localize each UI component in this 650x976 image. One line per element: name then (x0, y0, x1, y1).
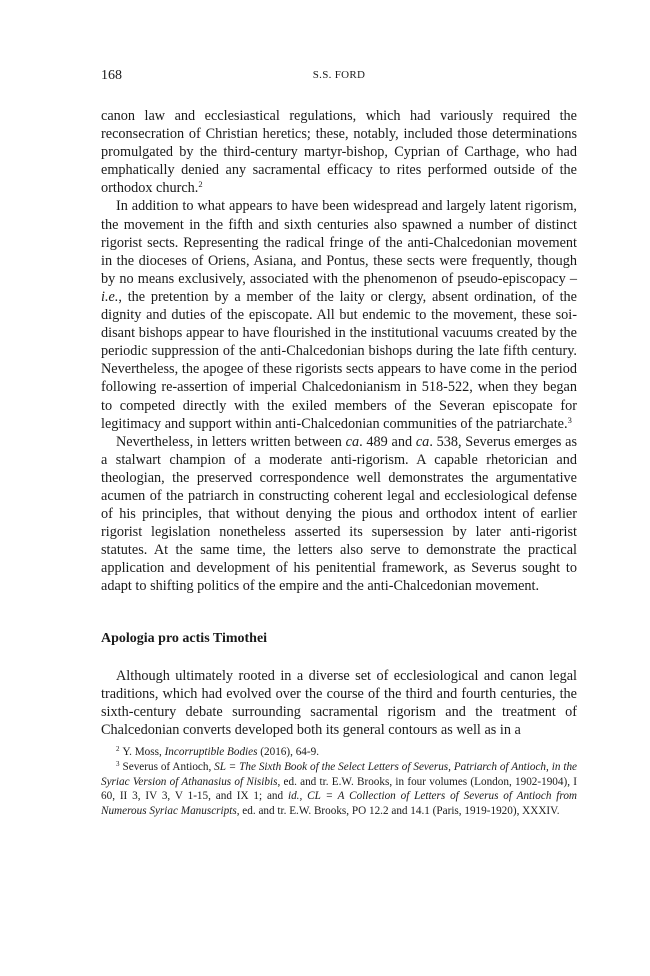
footnote-number: 3 (116, 759, 120, 768)
footnote-text: (2016), 64-9. (257, 746, 320, 758)
footnote-ref-2[interactable]: 2 (198, 179, 203, 190)
paragraph-text: . 538, Severus emerges as a stalwart champion of a moderate anti-rigorism. A capable rhetorician and theologian, the preserved correspondence well demonstrates the argumentative acumen of the patriarch in constructing coherent legal and ecclesiological defense of his principles, that without denying the pious and orthodox intent of earlier rigorist legislation nonetheless asserted its supersession by later anti-rigorist statutes. At the same time, the letters also serve to demonstrate the practical application and development of his penitential framework, as Severus sought to adapt to shifting politics of the empire and the anti-Chalcedonian movement. (101, 433, 578, 595)
footnote-text: , ed. and tr. E.W. Brooks, in four volumes (London, 1902-1904), I 60, II 3, IV 3, V 1-15, and IX 1; and (101, 775, 577, 803)
paragraph-4 (101, 667, 577, 739)
footnote-number: 2 (116, 745, 120, 753)
footnote-title: SL = The Sixth Book of the Select Letters of Severus, Patriarch of Antioch, in the Syriac Version of Athanasius of Nisibis (101, 760, 577, 788)
running-head: S.S. FORD (312, 69, 366, 81)
footnote-text: Severus of Antioch, (122, 760, 215, 773)
footnote-title: Incorruptible Bodies (164, 746, 258, 758)
paragraph-text: In addition to what appears to have been widespread and largely latent rigorism, the movement in the fifth and sixth centuries also spawned a number of distinct rigorist sects. Representing the radical fringe of the anti-Chalcedonian movement in the dioceses of Oriens, Asiana, and Pontus, these sects were frequently, though by no means exclusively, associated with the phenomenon of pseudo-episcopacy – (101, 198, 577, 287)
paragraph-1 (101, 107, 577, 197)
paragraph-text: canon law and ecclesiastical regulations, which had variously required the reconsecration of Christian heretics; these, notably, included those determinations promulgated by the third-century martyr-bishop, Cyprian of Carthage, who had emphatically denied any sacramental efficacy to rites performed outside of the orthodox church. (101, 108, 577, 197)
footnote-text: , ed. and tr. E.W. Brooks, PO 12.2 and 14.1 (Paris, 1919-1920), XXXIV. (236, 805, 560, 818)
paragraph-3 (101, 433, 577, 596)
paragraph-text: Nevertheless, in letters written between (116, 433, 346, 450)
paragraph-text: Although ultimately rooted in a diverse set of ecclesiological and canon legal traditions, which had evolved over the course of the third and fourth centuries, the sixth-century debate surrounding sacramental rigorism and the treatment of Chalcedonian converts developed both its general contours as well as in a (101, 667, 577, 738)
footnote-text: Y. Moss, (122, 746, 165, 758)
footnote-2 (101, 745, 577, 760)
italic-abbreviation: ca (415, 433, 430, 450)
footnote-title: id., CL = A Collection of Letters of Severus of Antioch from Numerous Syriac Manuscripts (101, 790, 577, 818)
section-heading: Apologia pro actis Timothei (101, 630, 268, 646)
italic-abbreviation: ca (345, 433, 360, 450)
paragraph-text: , the pretention by a member of the laity or clergy, absent ordination, of the dignity and duties of the episcopate. All but endemic to the movement, these soi-disant bishops appear to have flourished in the institutional vacuums created by the periodic suppression of the anti-Chalcedonian bishops during the late fifth century. Nevertheless, the apogee of these rigorists sects appears to have come in the period following re-assertion of imperial Chalcedonianism in 518-522, when they began to competed directly with the exiled members of the Severan episcopate for legitimacy and support within anti-Chalcedonian communities of the patriarchate. (101, 288, 577, 432)
footnotes (101, 745, 577, 819)
italic-abbreviation: i.e. (101, 288, 119, 305)
footnote-ref-3[interactable]: 3 (567, 414, 572, 425)
paragraph-2 (101, 197, 577, 432)
footnote-3 (101, 760, 577, 819)
page-number: 168 (101, 68, 122, 83)
page-header (101, 68, 577, 92)
paragraph-text: . 489 and (359, 433, 416, 450)
main-text (101, 107, 577, 739)
